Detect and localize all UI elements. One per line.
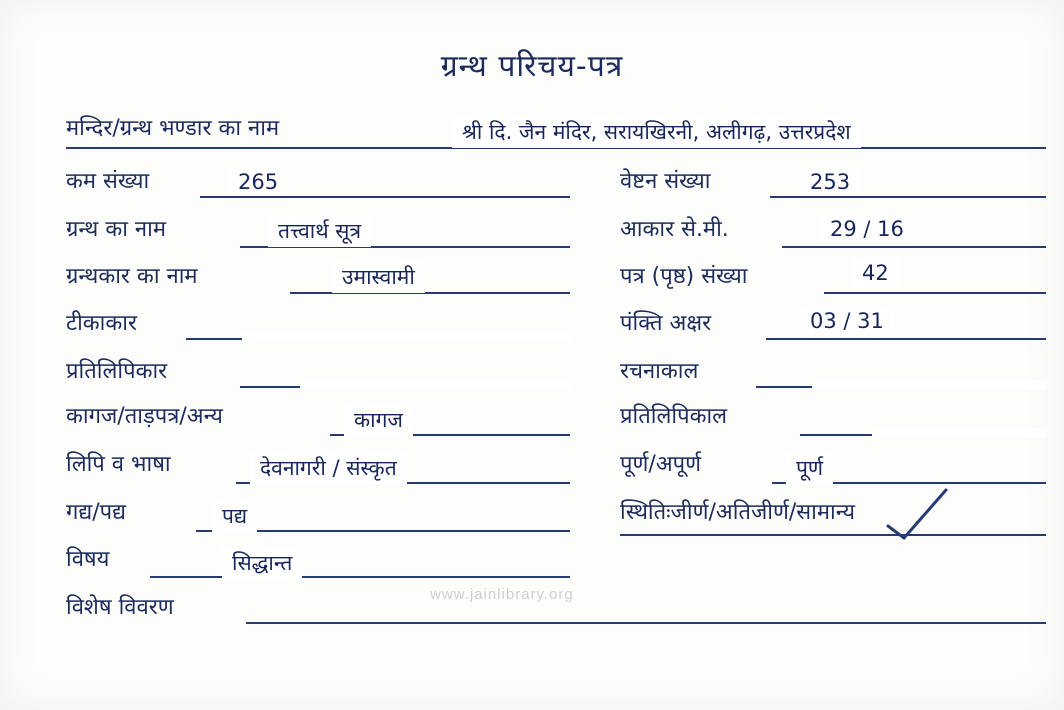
rule-folio-count bbox=[824, 292, 1046, 294]
field-lines-letters-label-wrap bbox=[620, 307, 711, 337]
field-composition-date-label: रचनाकाल bbox=[620, 359, 699, 384]
field-temple-name-value: श्री दि. जैन मंदिर, सरायखिरनी, अलीगढ़, उत्तरप्रदेश bbox=[452, 116, 861, 148]
field-veshtan-sankhya-label-wrap bbox=[620, 165, 710, 195]
field-author-label-wrap bbox=[66, 260, 198, 290]
field-completeness-label-wrap bbox=[620, 448, 701, 478]
watermark: www.jainlibrary.org bbox=[430, 586, 574, 603]
rule-krama-sankhya bbox=[200, 196, 570, 198]
field-special-remarks-label: विशेष विवरण bbox=[66, 595, 174, 620]
field-composition-date-label-wrap bbox=[620, 355, 698, 385]
field-material-label: कागज/ताड़पत्र/अन्य bbox=[66, 404, 223, 429]
field-prose-verse-label: गद्य/पद्य bbox=[66, 500, 127, 525]
rule-tikakar-erase bbox=[242, 332, 570, 342]
rule-veshtan-sankhya bbox=[770, 196, 1046, 198]
field-prose-verse-value: पद्य bbox=[212, 500, 257, 532]
field-special-remarks-label-wrap bbox=[66, 591, 174, 621]
rule-pratilipikar-erase bbox=[300, 380, 570, 390]
field-krama-sankhya-label-wrap bbox=[66, 165, 149, 195]
field-veshtan-sankhya-label: वेष्टन संख्या bbox=[620, 169, 711, 194]
field-tikakar-label-wrap bbox=[66, 307, 137, 337]
rule-subject bbox=[150, 576, 570, 578]
field-krama-sankhya-value: 265 bbox=[228, 168, 288, 196]
field-condition-label: स्थितिःजीर्ण/अतिजीर्ण/सामान्य bbox=[620, 500, 855, 525]
rule-special-remarks bbox=[246, 622, 1046, 624]
rule-composition-date-erase bbox=[812, 380, 1046, 390]
field-subject-label-wrap bbox=[66, 543, 109, 573]
field-lines-letters-label: पंक्ति अक्षर bbox=[620, 311, 712, 336]
field-size-label-wrap bbox=[620, 213, 729, 243]
rule-lines-letters bbox=[766, 338, 1046, 340]
field-granth-name-value: तत्त्वार्थ सूत्र bbox=[268, 215, 371, 247]
rule-size bbox=[782, 246, 1046, 248]
field-size-label: आकार से.मी. bbox=[620, 217, 729, 242]
field-granth-name-label-wrap bbox=[66, 213, 166, 243]
field-completeness-label: पूर्ण/अपूर्ण bbox=[620, 452, 702, 477]
field-granth-name-label: ग्रन्थ का नाम bbox=[66, 217, 166, 242]
field-subject-label: विषय bbox=[66, 547, 110, 572]
page-title: ग्रन्थ परिचय-पत्र bbox=[440, 49, 624, 84]
field-subject-value: सिद्धान्त bbox=[222, 547, 302, 579]
rule-condition bbox=[620, 534, 1046, 536]
field-completeness-value: पूर्ण bbox=[786, 452, 833, 484]
field-copy-date-label: प्रतिलिपिकाल bbox=[620, 404, 728, 429]
field-folio-count-value: 42 bbox=[852, 259, 899, 287]
field-veshtan-sankhya-value: 253 bbox=[800, 168, 860, 196]
field-lines-letters-value: 03 / 31 bbox=[800, 307, 894, 335]
field-temple-name-label: मन्दिर/ग्रन्थ भण्डार का नाम bbox=[66, 116, 280, 141]
field-folio-count-label: पत्र (पृष्ठ) संख्या bbox=[620, 264, 748, 289]
field-script-language-label-wrap bbox=[66, 448, 171, 478]
field-size-value: 29 / 16 bbox=[820, 215, 914, 243]
field-krama-sankhya-label: कम संख्या bbox=[66, 169, 150, 194]
field-tikakar-label: टीकाकार bbox=[66, 311, 137, 336]
field-temple-name bbox=[66, 112, 279, 142]
field-script-language-label: लिपि व भाषा bbox=[66, 452, 171, 477]
field-author-label: ग्रन्थकार का नाम bbox=[66, 264, 198, 289]
field-material-label-wrap bbox=[66, 400, 223, 430]
field-material-value: कागज bbox=[344, 404, 413, 436]
rule-copy-date-erase bbox=[872, 428, 1046, 438]
field-folio-count-label-wrap bbox=[620, 260, 747, 290]
field-script-language-value: देवनागरी / संस्कृत bbox=[250, 452, 407, 484]
field-prose-verse-label-wrap bbox=[66, 496, 126, 526]
field-pratilipikar-label: प्रतिलिपिकार bbox=[66, 359, 168, 384]
field-copy-date-label-wrap bbox=[620, 400, 727, 430]
field-pratilipikar-label-wrap bbox=[66, 355, 167, 385]
field-condition-label-wrap bbox=[620, 496, 855, 526]
field-author-value: उमास्वामी bbox=[332, 261, 425, 293]
